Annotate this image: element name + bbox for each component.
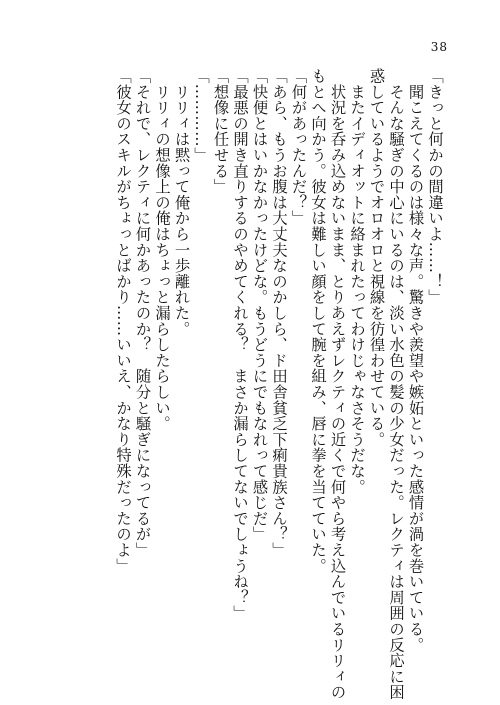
- text-line: 「彼女のスキルがちょっとばかり……いいえ、かなり特殊だったのよ」: [114, 68, 132, 574]
- text-line: 「…………」: [192, 68, 210, 163]
- text-line: 「それで、レクティに何かあったのか？ 随分と騒ぎになってるが」: [133, 68, 152, 558]
- text-line: 「快便とはいかなかったけどな。もうどうにでもなれって感じだ」: [250, 68, 269, 542]
- text-line: 惑しているようでオロオロと視線を彷徨わせている。: [367, 68, 386, 448]
- text-line: 「きっと何かの間違いよ……！」: [426, 68, 444, 305]
- text-line: リリィは黙って俺から一歩離れた。: [172, 68, 191, 337]
- text-line: 「あら、もうお腹は大丈夫なのかしら、ド田舎貧乏下痢貴族さん？」: [270, 68, 288, 558]
- vertical-text-body: [64, 68, 444, 700]
- text-line: 状況を呑み込めないまま、とりあえずレクティの近くで何やら考え込んでいるリリィの: [328, 68, 347, 700]
- text-line: 「何があったんだ？」: [289, 68, 308, 226]
- text-line: 「最悪の開き直りするのやめてくれる？ まさか漏らしてないでしょうね？」: [231, 68, 249, 621]
- text-line: リリィの想像上の俺はちょっと漏らしたらしい。: [153, 68, 171, 432]
- text-line: 「想像に任せる」: [211, 68, 230, 195]
- text-line: そんな騒ぎの中心にいるのは、淡い水色の髪の少女だった。レクティは周囲の反応に困: [387, 68, 405, 700]
- text-line: 聞こえてくるのは様々な声。驚きや羨望や嫉妬といった感情が渦を巻いている。: [406, 68, 425, 653]
- text-line: またイディオットに絡まれたってわけじゃなさそうだな。: [348, 68, 366, 495]
- page-number: 38: [430, 40, 448, 54]
- text-line: もとへ向かう。彼女は難しい顔をして腕を組み、唇に拳を当てていた。: [309, 68, 327, 574]
